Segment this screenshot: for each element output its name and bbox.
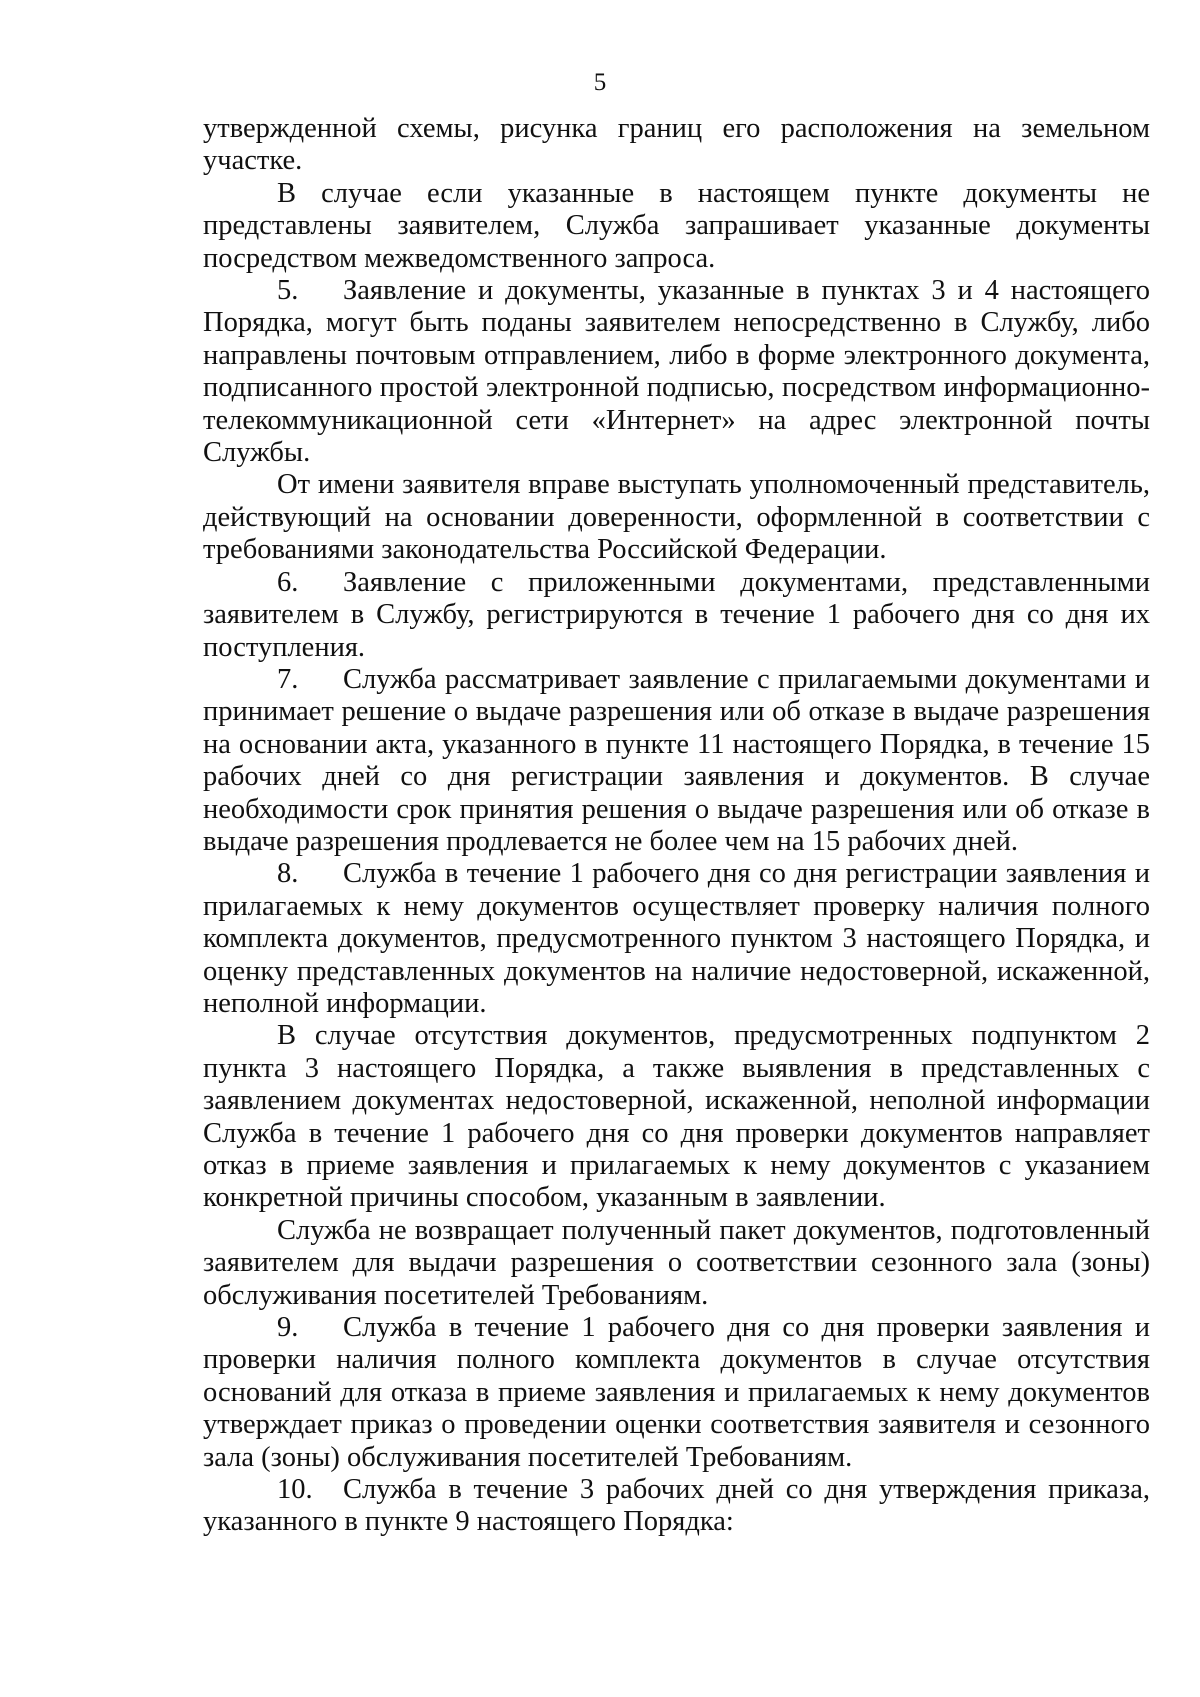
paragraph-text: Служба рассматривает заявление с прилагаемыми документами и принимает решение о выдаче разрешения или об отказе в выдаче разрешения на основании акта, указанного в пункте 11 настоящего Порядка, в течение 15 рабочих дней со дня регистрации заявления и документов. В случае необходимости срок принятия решения о выдаче разрешения или об отказе в выдаче разрешения продлевается не более чем на 15 рабочих дней. [203, 663, 1150, 857]
page-number: 5 [593, 69, 607, 96]
paragraph-text: утвержденной схемы, рисунка границ его расположения на земельном участке. [203, 113, 1150, 177]
paragraph-text: В случае отсутствия документов, предусмотренных подпунктом 2 пункта 3 настоящего Порядка, а также выявления в представленных с заявлением документах недостоверной, искаженной, неполной информации Служба в течение 1 рабочего дня со дня проверки документов направляет отказ в приеме заявления и прилагаемых к нему документов с указанием конкретной причины способом, указанным в заявлении. [203, 1020, 1150, 1214]
numbered-paragraph-6 [203, 567, 1150, 664]
paragraph-text: Служба в течение 1 рабочего дня со дня проверки заявления и проверки наличия полного комплекта документов в случае отсутствия оснований для отказа в приеме заявления и прилагаемых к нему документов утверждает приказ о проведении оценки соответствия заявителя и сезонного зала (зоны) обслуживания посетителей Требованиям. [203, 1312, 1150, 1473]
numbered-paragraph-9 [203, 1312, 1150, 1474]
paragraph-number: 7. [277, 663, 299, 695]
paragraph-text: Заявление и документы, указанные в пунктах 3 и 4 настоящего Порядка, могут быть поданы заявителем непосредственно в Службу, либо направлены почтовым отправлением, либо в форме электронного документа, подписанного простой электронной подписью, посредством информационно-телекоммуникационной сети «Интернет» на адрес электронной почты Службы. [203, 275, 1150, 469]
paragraph-number: 5. [277, 275, 299, 307]
paragraph-text: В случае если указанные в настоящем пункте документы не представлены заявителем, Служба запрашивает указанные документы посредством межведомственного запроса. [203, 177, 1150, 274]
numbered-paragraph-5 [203, 275, 1150, 469]
paragraph-number: 6. [277, 566, 299, 598]
paragraph-text: Заявление с приложенными документами, представленными заявителем в Службу, регистрируются в течение 1 рабочего дня со дня их поступления. [203, 566, 1150, 663]
paragraph [203, 469, 1150, 566]
numbered-paragraph-10 [203, 1474, 1150, 1539]
paragraph [203, 1020, 1150, 1214]
numbered-paragraph-7 [203, 664, 1150, 858]
paragraph-text: От имени заявителя вправе выступать уполномоченный представитель, действующий на основании доверенности, оформленной в соответствии с требованиями законодательства Российской Федерации. [203, 469, 1150, 566]
paragraph-number: 8. [277, 858, 299, 890]
paragraph-text: Служба в течение 3 рабочих дней со дня утверждения приказа, указанного в пункте 9 настоящего Порядка: [203, 1474, 1150, 1538]
paragraph-number: 9. [277, 1312, 299, 1344]
paragraph [203, 1215, 1150, 1312]
paragraph [203, 178, 1150, 275]
document-body [203, 113, 1150, 1539]
paragraph-text: Служба не возвращает полученный пакет документов, подготовленный заявителем для выдачи разрешения о соответствии сезонного зала (зоны) обслуживания посетителей Требованиям. [203, 1214, 1150, 1311]
paragraph-text: Служба в течение 1 рабочего дня со дня регистрации заявления и прилагаемых к нему документов осуществляет проверку наличия полного комплекта документов, предусмотренного пунктом 3 настоящего Порядка, и оценку представленных документов на наличие недостоверной, искаженной, неполной информации. [203, 858, 1150, 1019]
paragraph-number: 10. [277, 1474, 313, 1506]
paragraph-continuation [203, 113, 1150, 178]
numbered-paragraph-8 [203, 858, 1150, 1020]
